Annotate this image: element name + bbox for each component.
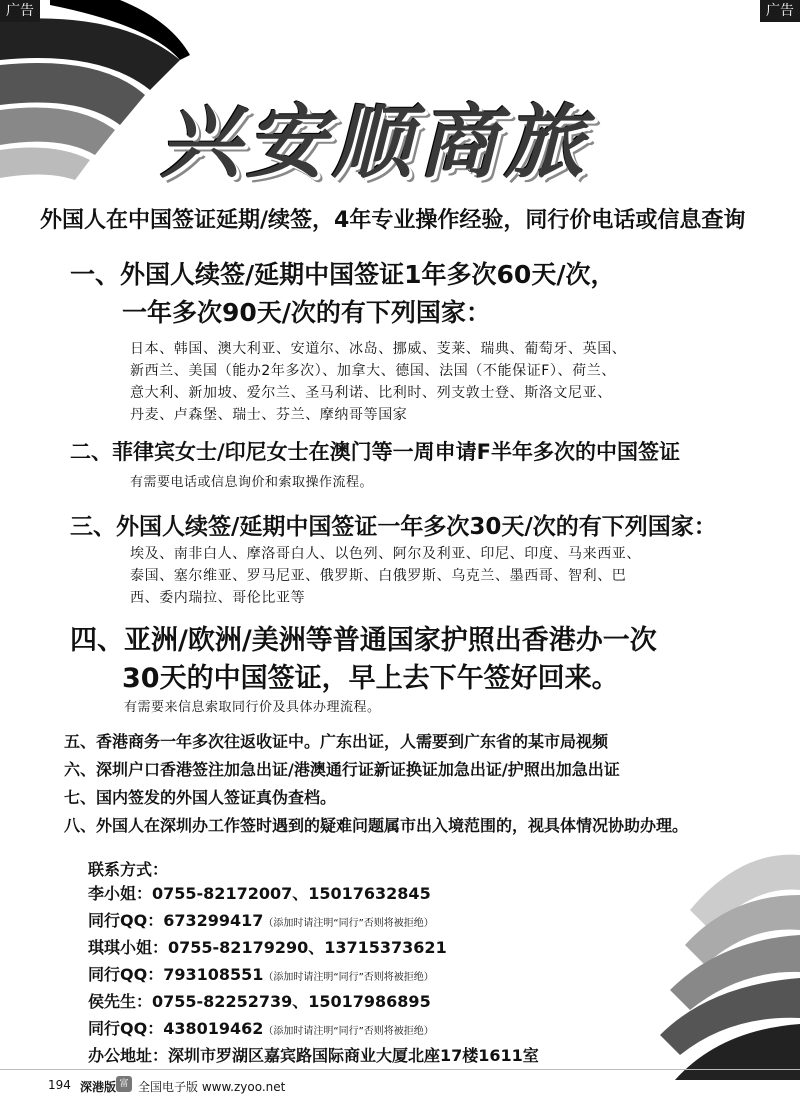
contact-text: 同行QQ：793108551 [88, 965, 264, 984]
sec1-country-line: 丹麦、卢森堡、瑞士、芬兰、摩纳哥等国家 [130, 407, 408, 423]
sec3-country-line: 泰国、塞尔维亚、罗马尼亚、俄罗斯、白俄罗斯、乌克兰、墨西哥、智利、巴 [130, 568, 627, 584]
contact-line [88, 990, 447, 1017]
contact-text: 侯先生：0755-82252739、15017986895 [88, 992, 431, 1011]
sec3-country-line: 西、委内瑞拉、哥伦比亚等 [130, 590, 306, 606]
sec3-country-line: 埃及、南非白人、摩洛哥白人、以色列、阿尔及利亚、印尼、印度、马来西亚、 [130, 546, 641, 562]
page-title: 兴安顺商旅 [160, 96, 590, 189]
sec1-heading-line2: 一年多次90天/次的有下列国家： [122, 298, 491, 327]
ad-tag-right: 广告 [760, 0, 800, 22]
contact-note: （添加时请注明“同行”否则将被拒绝） [263, 1026, 434, 1037]
sec4-heading-line2: 30天的中国签证，早上去下午签好回来。 [122, 663, 619, 694]
service-item: 五、香港商务一年多次往返收证中。广东出证，人需要到广东省的某市局视频 [64, 732, 609, 751]
service-item: 六、深圳户口香港签注加急出证/港澳通行证新证换证加急出证/护照出加急出证 [64, 760, 620, 779]
contact-line [88, 882, 447, 909]
contact-line [88, 1017, 447, 1044]
subtitle: 外国人在中国签证延期/续签，4年专业操作经验，同行价电话或信息查询 [40, 208, 746, 233]
sec4-heading-line1: 四、亚洲/欧洲/美洲等普通国家护照出香港办一次 [70, 625, 657, 656]
ad-tag-left: 广告 [0, 0, 40, 22]
contact-block [88, 858, 447, 1044]
contact-text: 同行QQ：673299417 [88, 911, 264, 930]
contact-text: 同行QQ：438019462 [88, 1019, 264, 1038]
sec3-country-list [130, 543, 641, 609]
contact-note: （添加时请注明“同行”否则将被拒绝） [263, 972, 434, 983]
contact-line [88, 936, 447, 963]
page-footer [0, 1069, 800, 1100]
sec1-heading-line1: 一、外国人续签/延期中国签证1年多次60天/次， [70, 260, 616, 289]
contact-text: 琪琪小姐：0755-82179290、13715373621 [88, 938, 447, 957]
decorative-stripes-bottom-right [580, 850, 800, 1080]
sec1-country-line: 意大利、新加坡、爱尔兰、圣马利诺、比利时、列支敦士登、斯洛文尼亚、 [130, 385, 612, 401]
sec3-heading: 三、外国人续签/延期中国签证一年多次30天/次的有下列国家： [70, 514, 717, 540]
sec1-country-list [130, 338, 626, 426]
contact-heading: 联系方式： [88, 860, 169, 879]
service-item: 八、外国人在深圳办工作签时遇到的疑难问题属市出入境范围的，视具体情况协助办理。 [64, 816, 689, 835]
sec1-country-line: 新西兰、美国（能办2年多次）、加拿大、德国、法国（不能保证F）、荷兰、 [130, 363, 616, 379]
contact-line [88, 963, 447, 990]
service-item: 七、国内签发的外国人签证真伪查档。 [64, 788, 337, 807]
page-number: 194 [48, 1078, 71, 1092]
sec1-country-line: 日本、韩国、澳大利亚、安道尔、冰岛、挪威、芰莱、瑞典、葡萄牙、英国、 [130, 341, 627, 357]
service-list [64, 728, 688, 840]
edition-label: 深港版 [80, 1080, 117, 1094]
site-link[interactable]: 全国电子版 www.zyoo.net [138, 1080, 286, 1094]
office-address: 办公地址：深圳市罗湖区嘉宾路国际商业大厦北座17楼1611室 [88, 1046, 539, 1065]
contact-text: 李小姐：0755-82172007、15017632845 [88, 884, 431, 903]
publisher-logo-icon: 富 [116, 1076, 132, 1092]
contact-line [88, 909, 447, 936]
contact-note: （添加时请注明“同行”否则将被拒绝） [263, 918, 434, 929]
sec2-heading: 二、菲律宾女士/印尼女士在澳门等一周申请F半年多次的中国签证 [70, 440, 681, 464]
sec2-note: 有需要电话或信息询价和索取操作流程。 [130, 475, 374, 490]
sec4-note: 有需要来信息索取同行价及具体办理流程。 [124, 700, 381, 715]
